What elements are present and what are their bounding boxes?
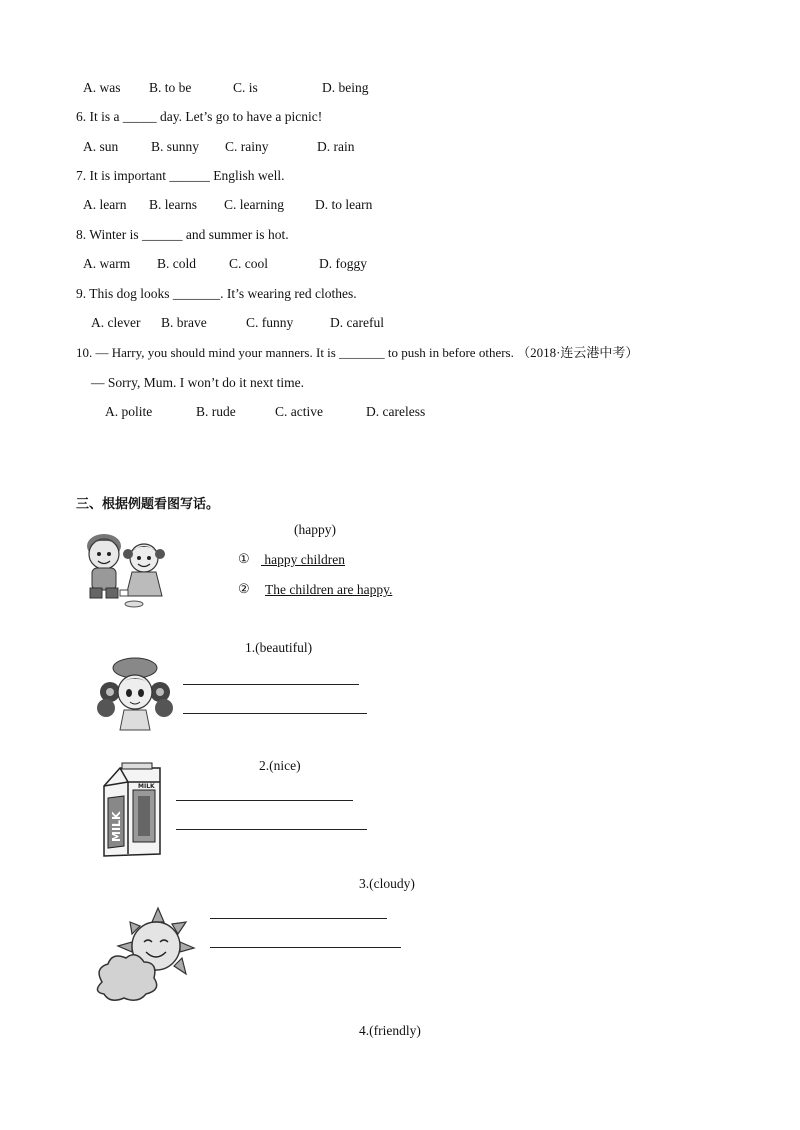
item-3-word: 3.(cloudy) [359, 876, 415, 891]
answer-line-3b[interactable] [210, 947, 401, 948]
q5-option-c: C. is [233, 80, 258, 95]
answer-line-1b[interactable] [183, 713, 367, 714]
q5-option-d: D. being [322, 80, 369, 95]
example-marker-2: ② [238, 581, 250, 596]
answer-line-2b[interactable] [176, 829, 367, 830]
q9-stem: 9. This dog looks _______. It’s wearing red clothes. [76, 286, 357, 301]
item-1-word: 1.(beautiful) [245, 640, 313, 655]
girl-icon [96, 654, 174, 732]
q10-option-a: A. polite [105, 404, 153, 419]
q6-option-b: B. sunny [151, 139, 200, 154]
answer-line-3a[interactable] [210, 918, 387, 919]
example-marker-1: ① [238, 551, 250, 566]
q8-option-b: B. cold [157, 256, 196, 271]
q8-stem: 8. Winter is ______ and summer is hot. [76, 227, 289, 242]
example-answer-1: happy children [261, 552, 345, 567]
section-title: 三、根据例题看图写话。 [76, 497, 220, 512]
q9-option-a: A. clever [91, 315, 141, 330]
q8-option-d: D. foggy [319, 256, 367, 271]
q7-option-b: B. learns [149, 197, 197, 212]
q9-option-d: D. careful [330, 315, 384, 330]
q10-option-b: B. rude [196, 404, 236, 419]
q7-option-a: A. learn [83, 197, 127, 212]
q8-option-a: A. warm [83, 256, 131, 271]
children-icon [74, 524, 174, 610]
q6-stem: 6. It is a _____ day. Let’s go to have a picnic! [76, 109, 323, 124]
sun-cloud-icon [92, 906, 196, 1006]
q7-stem: 7. It is important ______ English well. [76, 168, 285, 183]
q10-option-c: C. active [275, 404, 323, 419]
q10-option-d: D. careless [366, 404, 426, 419]
q5-option-b: B. to be [149, 80, 192, 95]
answer-line-2a[interactable] [176, 800, 353, 801]
q10-reply: — Sorry, Mum. I won’t do it next time. [91, 375, 304, 390]
q9-option-b: B. brave [161, 315, 207, 330]
q6-option-a: A. sun [83, 139, 119, 154]
q7-option-c: C. learning [224, 197, 284, 212]
svg-text:MILK: MILK [138, 783, 155, 790]
q7-option-d: D. to learn [315, 197, 373, 212]
q9-option-c: C. funny [246, 315, 294, 330]
item-4-word: 4.(friendly) [359, 1023, 421, 1038]
q6-option-c: C. rainy [225, 139, 269, 154]
milk-carton-icon [100, 762, 164, 860]
answer-line-1a[interactable] [183, 684, 359, 685]
item-2-word: 2.(nice) [259, 758, 301, 773]
q10-stem: 10. — Harry, you should mind your manners. It is _______ to push in before others. （2018·连云港中考） [76, 345, 639, 360]
example-answer-2: The children are happy. [265, 582, 393, 597]
svg-text:MILK: MILK [110, 811, 123, 842]
q5-option-a: A. was [83, 80, 121, 95]
q6-option-d: D. rain [317, 139, 355, 154]
example-word: (happy) [294, 522, 336, 537]
q8-option-c: C. cool [229, 256, 268, 271]
